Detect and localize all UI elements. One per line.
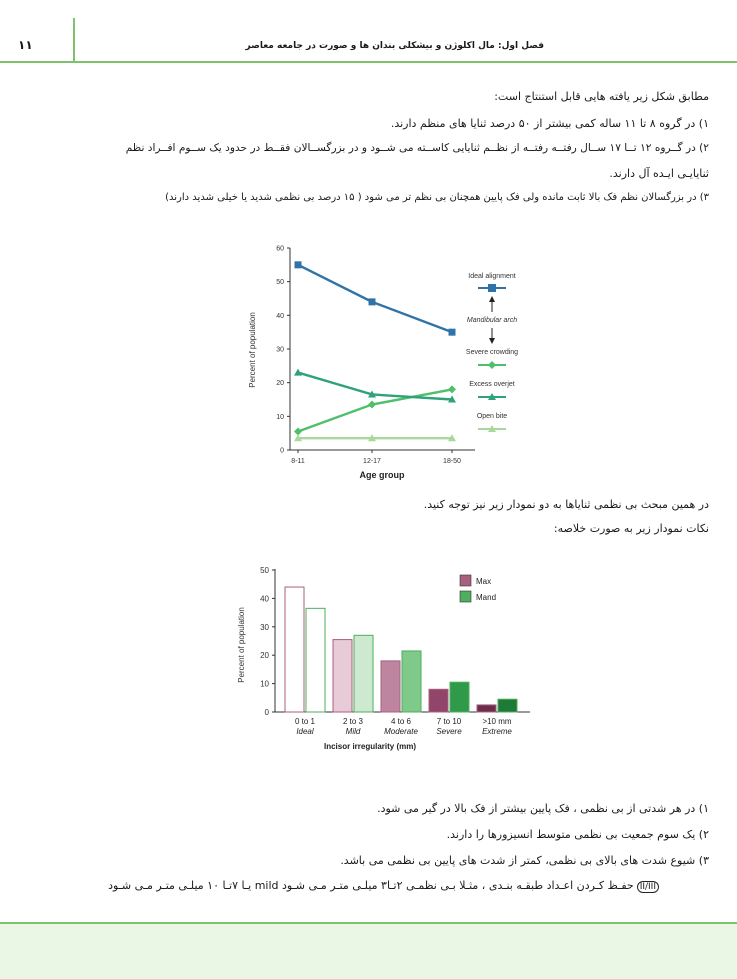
y-tick-label: 10 <box>276 413 284 421</box>
line-chart-ylabel: Percent of population <box>248 312 257 388</box>
intro-item-3: ۳) در بزرگسالان نظم فک بالا ثابت مانده ولی فک پایین همچنان بی نظم تر می شود ( ۱۵ درصد بی نظمی شدید یا خیلی شدید دارند) <box>165 192 709 203</box>
x-tick-label: 4 to 6 <box>390 717 412 726</box>
y-tick-label: 0 <box>264 708 269 717</box>
y-tick-label: 50 <box>260 566 269 575</box>
header-divider <box>73 18 75 62</box>
legend-swatch-mand <box>460 591 471 602</box>
line-chart-axes <box>290 248 475 450</box>
bar-chart-ylabel: Percent of population <box>237 607 246 683</box>
bar-mand <box>498 699 517 712</box>
bar-mand <box>402 651 421 712</box>
data-point <box>368 401 376 409</box>
intro-lead: مطابق شکل زیر یافته هایی قابل استنتاج است: <box>494 90 709 103</box>
bar-max <box>429 689 448 712</box>
legend-excess-overjet: Excess overjet <box>469 381 515 388</box>
x-tick-sublabel: Mild <box>345 727 361 736</box>
bar-mand <box>450 682 469 712</box>
data-point <box>295 261 302 268</box>
data-point <box>294 369 302 376</box>
point-4 <box>108 879 659 893</box>
page-header <box>0 0 737 64</box>
summary-heading: نکات نمودار زیر به صورت خلاصه: <box>553 522 709 535</box>
y-tick-label: 30 <box>260 622 269 632</box>
bar-mand <box>306 608 325 712</box>
x-tick-label: 2 to 3 <box>342 717 364 726</box>
legend-severe-crowding: Severe crowding <box>465 349 519 356</box>
x-tick-label: 7 to 10 <box>436 717 462 726</box>
bar-chart-xlabel: Incisor irregularity (mm) <box>323 742 417 751</box>
legend-mandibular-arch: Mandibular arch <box>466 317 518 324</box>
point-2: ۲) یک سوم جمعیت بی نظمی متوسط انسیزورها را دارند. <box>446 828 709 841</box>
bar-chart-incisor-irregularity <box>230 565 530 755</box>
legend-ideal-alignment: Ideal alignment <box>468 273 516 280</box>
y-tick-label: 40 <box>260 594 269 604</box>
chapter-title: فصل اول: مال اکلوژن و بیشکلی بندان ها و صورت در جامعه معاصر <box>245 41 544 51</box>
y-tick-label: 40 <box>276 312 284 320</box>
bar-max <box>333 640 352 712</box>
bar-chart-legend <box>460 575 496 602</box>
line-chart-age-group <box>240 240 530 485</box>
legend-open-bite: Open bite <box>476 413 508 420</box>
bar-mand <box>354 635 373 712</box>
x-tick-sublabel: Severe <box>436 727 462 736</box>
intro-item-2a: ۲) در گــروه ۱۲ تــا ۱۷ ســال رفتــه رفتــه از نظــم ثنایایی کاســته می شــود و در بزرگســالان فقــط در حدود یک ســوم افــراد نظم <box>125 142 709 154</box>
header-rule <box>0 61 737 63</box>
x-tick-sublabel: Extreme <box>482 727 512 736</box>
arrowhead-down-icon <box>489 338 495 344</box>
x-tick-label: 0 to 1 <box>294 717 316 726</box>
y-tick-label: 10 <box>260 679 269 689</box>
legend-label-max: Max <box>476 577 492 586</box>
arrowhead-up-icon <box>489 296 495 302</box>
bar-max <box>285 587 304 712</box>
x-tick-label: >10 mm <box>482 717 512 726</box>
y-tick-label: 60 <box>276 245 284 253</box>
section-note: در همین مبحث بی نظمی ثنایاها به دو نمودار زیر نیز توجه کنید. <box>423 498 709 511</box>
y-tick-label: 30 <box>276 346 284 354</box>
series-line-2 <box>298 373 452 400</box>
data-point <box>448 385 456 393</box>
line-chart-legend <box>466 273 518 432</box>
data-point <box>369 298 376 305</box>
y-tick-label: 20 <box>260 651 269 661</box>
y-tick-label: 0 <box>280 447 284 455</box>
data-point <box>449 329 456 336</box>
line-chart-xlabel: Age group <box>359 470 405 480</box>
x-tick-sublabel: Moderate <box>384 727 418 736</box>
y-tick-label: 20 <box>276 380 284 388</box>
footer-box <box>0 922 737 979</box>
box-label: II/III <box>637 881 659 893</box>
intro-item-1: ۱) در گروه ۸ تا ۱۱ ساله کمی بیشتر از ۵۰ درصد ثنایا های منظم دارند. <box>390 117 709 130</box>
legend-marker-crowding <box>488 361 496 369</box>
x-tick-sublabel: Ideal <box>296 727 314 736</box>
legend-label-mand: Mand <box>476 593 497 602</box>
intro-item-2b: ثنایایـی ایـده آل دارند. <box>609 167 709 180</box>
point-3: ۳) شیوع شدت های بالای بی نظمی، کمتر از شدت های پایین بی نظمی می باشد. <box>340 854 709 867</box>
x-tick-label: 8-11 <box>291 458 305 465</box>
point-4-text: حفـظ کـردن اعـداد طبقـه بنـدی ، مثـلا بـی نظمـی ۲تـا۳ میلـی متـر مـی شـود mild یـا ۷تـا ۱۰ میلـی متـر مـی شـود <box>108 879 634 892</box>
x-tick-label: 12-17 <box>363 458 381 465</box>
x-tick-label: 18-50 <box>443 458 461 465</box>
legend-marker-ideal <box>488 284 496 292</box>
page-number: ١١ <box>18 38 33 52</box>
point-1: ۱) در هر شدتی از بی نظمی ، فک پایین بیشتر از فک بالا در گیر می شود. <box>377 802 709 815</box>
bar-max <box>477 705 496 712</box>
bar-max <box>381 661 400 712</box>
y-tick-label: 50 <box>276 279 284 287</box>
legend-swatch-max <box>460 575 471 586</box>
